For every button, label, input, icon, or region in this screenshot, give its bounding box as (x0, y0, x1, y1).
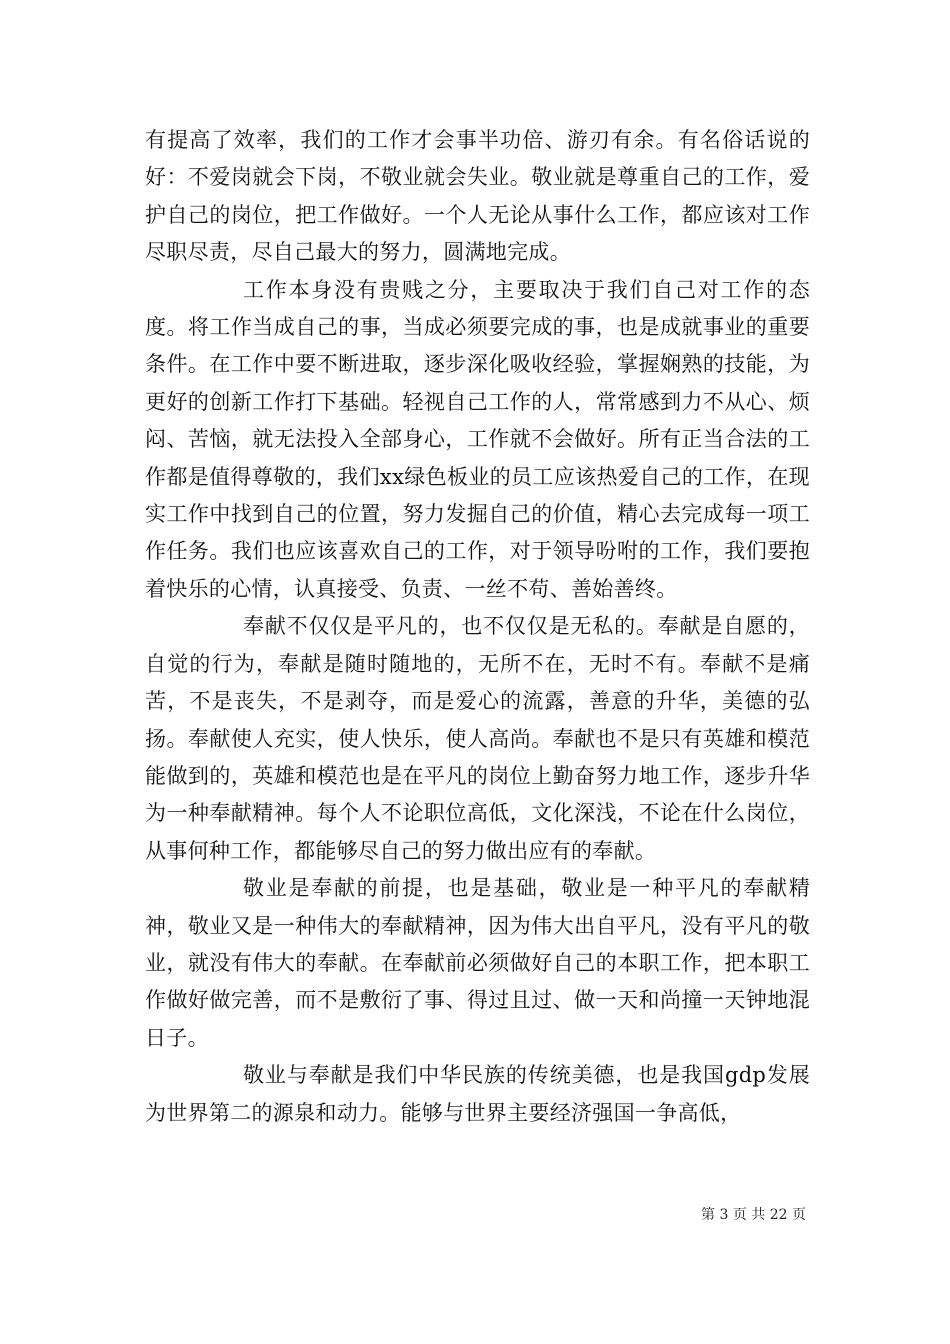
paragraph-4: 敬业是奉献的前提，也是基础，敬业是一种平凡的奉献精神，敬业又是一种伟大的奉献精神，因为伟大出自平凡，没有平凡的敬业，就没有伟大的奉献。在奉献前必须做好自己的本职工作，把本职工作做好做完善，而不是敷衍了事、得过且过、做一天和尚撞一天钟地混日子。 (145, 876, 810, 1050)
page-number-footer: 第 3 页 共 22 页 (701, 1207, 806, 1223)
paragraph-2: 工作本身没有贵贱之分，主要取决于我们自己对工作的态度。将工作当成自己的事，当成必须要完成的事，也是成就事业的重要条件。在工作中要不断进取，逐步深化吸收经验，掌握娴熟的技能，为更好的创新工作打下基础。轻视自己工作的人，常常感到力不从心、烦闷、苦恼，就无法投入全部身心，工作就不会做好。所有正当合法的工作都是值得尊敬的，我们xx绿色板业的员工应该热爱自己的工作，在现实工作中找到自己的位置，努力发掘自己的价值，精心去完成每一项工作任务。我们也应该喜欢自己的工作，对于领导吩咐的工作，我们要抱着快乐的心情，认真接受、负责、一丝不苟、善始善终。 (145, 277, 810, 601)
paragraph-5: 敬业与奉献是我们中华民族的传统美德，也是我国gdp发展为世界第二的源泉和动力。能够与世界主要经济强国一争高低， (145, 1063, 810, 1125)
body-text (145, 122, 810, 1132)
paragraph-3: 奉献不仅仅是平凡的，也不仅仅是无私的。奉献是自愿的，自觉的行为，奉献是随时随地的，无所不在，无时不有。奉献不是痛苦，不是丧失，不是剥夺，而是爱心的流露，善意的升华，美德的弘扬。奉献使人充实，使人快乐，使人高尚。奉献也不是只有英雄和模范能做到的，英雄和模范也是在平凡的岗位上勤奋努力地工作，逐步升华为一种奉献精神。每个人不论职位高低，文化深浅，不论在什么岗位，从事何种工作，都能够尽自己的努力做出应有的奉献。 (145, 614, 810, 863)
paragraph-1: 有提高了效率，我们的工作才会事半功倍、游刃有余。有名俗话说的好：不爱岗就会下岗，不敬业就会失业。敬业就是尊重自己的工作，爱护自己的岗位，把工作做好。一个人无论从事什么工作，都应该对工作尽职尽责，尽自己最大的努力，圆满地完成。 (145, 128, 810, 265)
